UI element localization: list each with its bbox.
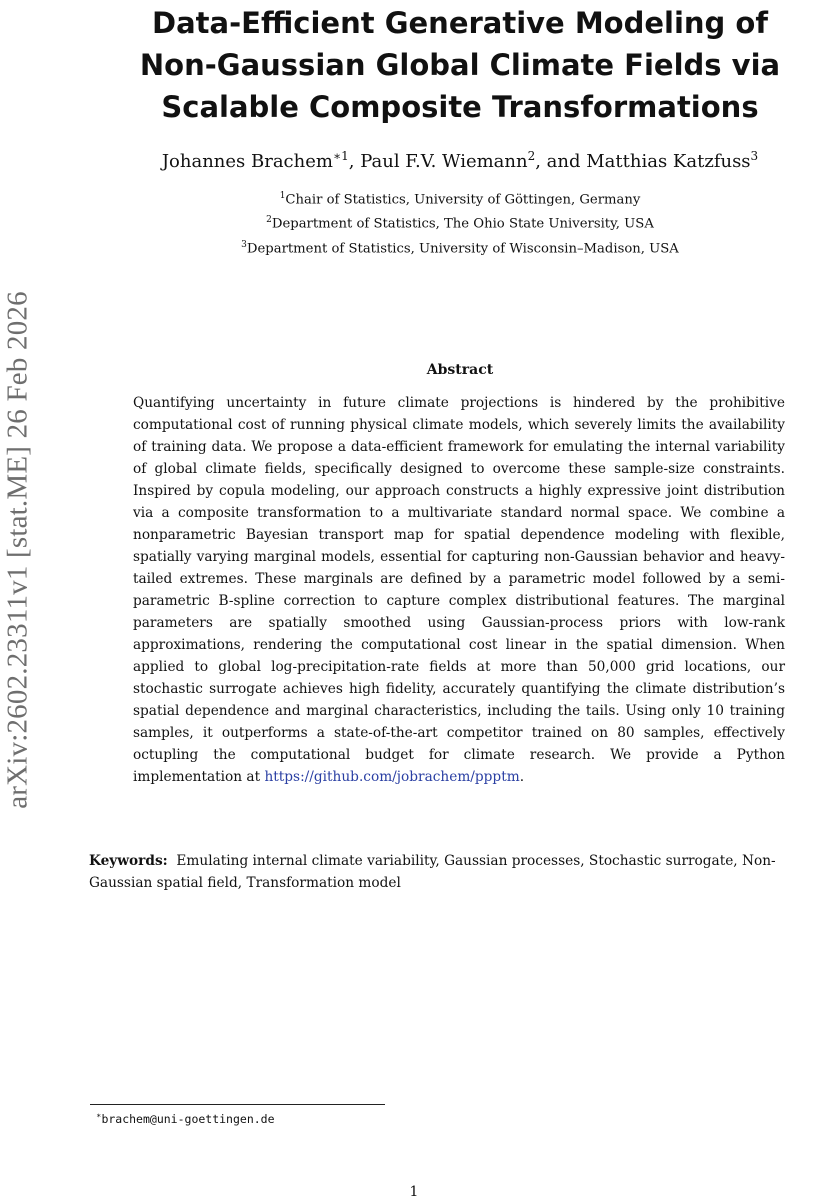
abstract-heading: Abstract (426, 362, 494, 378)
author-separator: , (348, 151, 361, 172)
affiliation (90, 186, 828, 210)
title-line: Data-Efficient Generative Modeling of (152, 6, 768, 40)
page-number: 1 (409, 1184, 419, 1200)
author-name: Johannes Brachem (161, 151, 333, 172)
arxiv-identifier: arXiv:2602.23311v1 [stat.ME] 26 Feb 2026 (1, 291, 34, 809)
keywords-text: Emulating internal climate variability, Gaussian processes, Stochastic surrogate, Non-Gaussian spatial field, Transformation model (89, 853, 776, 891)
title-line: Scalable Composite Transformations (161, 90, 759, 124)
github-link[interactable]: https://github.com/jobrachem/ppptm (264, 769, 520, 785)
affiliation-mark: 1 (279, 191, 286, 201)
abstract-text: Quantifying uncertainty in future climate projections is hindered by the prohibitive computational cost of running physical climate models, which severely limits the availability of training data. We propose a data-efficient framework for emulating the internal variability of global climate fields, specifically designed to overcome these sample-size constraints. Inspired by copula modeling, our approach constructs a highly expressive joint distribution via a composite transformation to a multivariate standard normal space. We combine a nonparametric Bayesian transport map for spatial dependence modeling with flexible, spatially varying marginal models, essential for capturing non-Gaussian behavior and heavy-tailed extremes. These marginals are defined by a parametric model followed by a semi-parametric B-spline correction to capture complex distributional features. The marginal parameters are spatially smoothed using Gaussian-process priors with low-rank approximations, rendering the computational cost linear in the spatial dimension. When applied to global log-precipitation-rate fields at more than 50,000 grid locations, our stochastic surrogate achieves high fidelity, accurately quantifying the climate distribution’s spatial dependence and marginal characteristics, including the tails. Using only 10 training samples, it outperforms a state-of-the-art competitor trained on 80 samples, effectively octupling the computational budget for climate research. We provide a Python implementation at (133, 395, 785, 785)
author-mark: 3 (750, 149, 759, 163)
author-mark: 2 (527, 149, 536, 163)
affiliation-mark: 2 (266, 215, 272, 226)
arxiv-sidebar (1, 250, 34, 850)
footnote-email: brachem@uni-goettingen.de (101, 1111, 275, 1126)
title-line: Non-Gaussian Global Climate Fields via (139, 48, 781, 82)
author-name: Matthias Katzfuss (586, 151, 751, 172)
affiliation-text: Department of Statistics, The Ohio State University, USA (271, 216, 654, 232)
paper-title (90, 2, 828, 128)
affiliation (90, 235, 828, 259)
affiliation-mark: 3 (241, 239, 247, 250)
author-list (90, 143, 828, 175)
footnote-mark: ∗ (96, 1111, 102, 1120)
keywords-label: Keywords: (89, 853, 168, 869)
affiliation-list (90, 186, 828, 259)
author-name: Paul F.V. Wiemann (360, 151, 528, 172)
abstract-end: . (519, 769, 525, 785)
footnote-divider (90, 1104, 385, 1105)
abstract-body (133, 392, 785, 788)
affiliation-text: Department of Statistics, University of Wisconsin–Madison, USA (246, 241, 679, 257)
author-separator: , and (535, 151, 587, 172)
affiliation (90, 210, 828, 234)
affiliation-text: Chair of Statistics, University of Göttingen, Germany (285, 192, 641, 208)
keywords (89, 850, 827, 894)
author-mark: ∗1 (332, 149, 349, 163)
footnote (96, 1108, 275, 1127)
